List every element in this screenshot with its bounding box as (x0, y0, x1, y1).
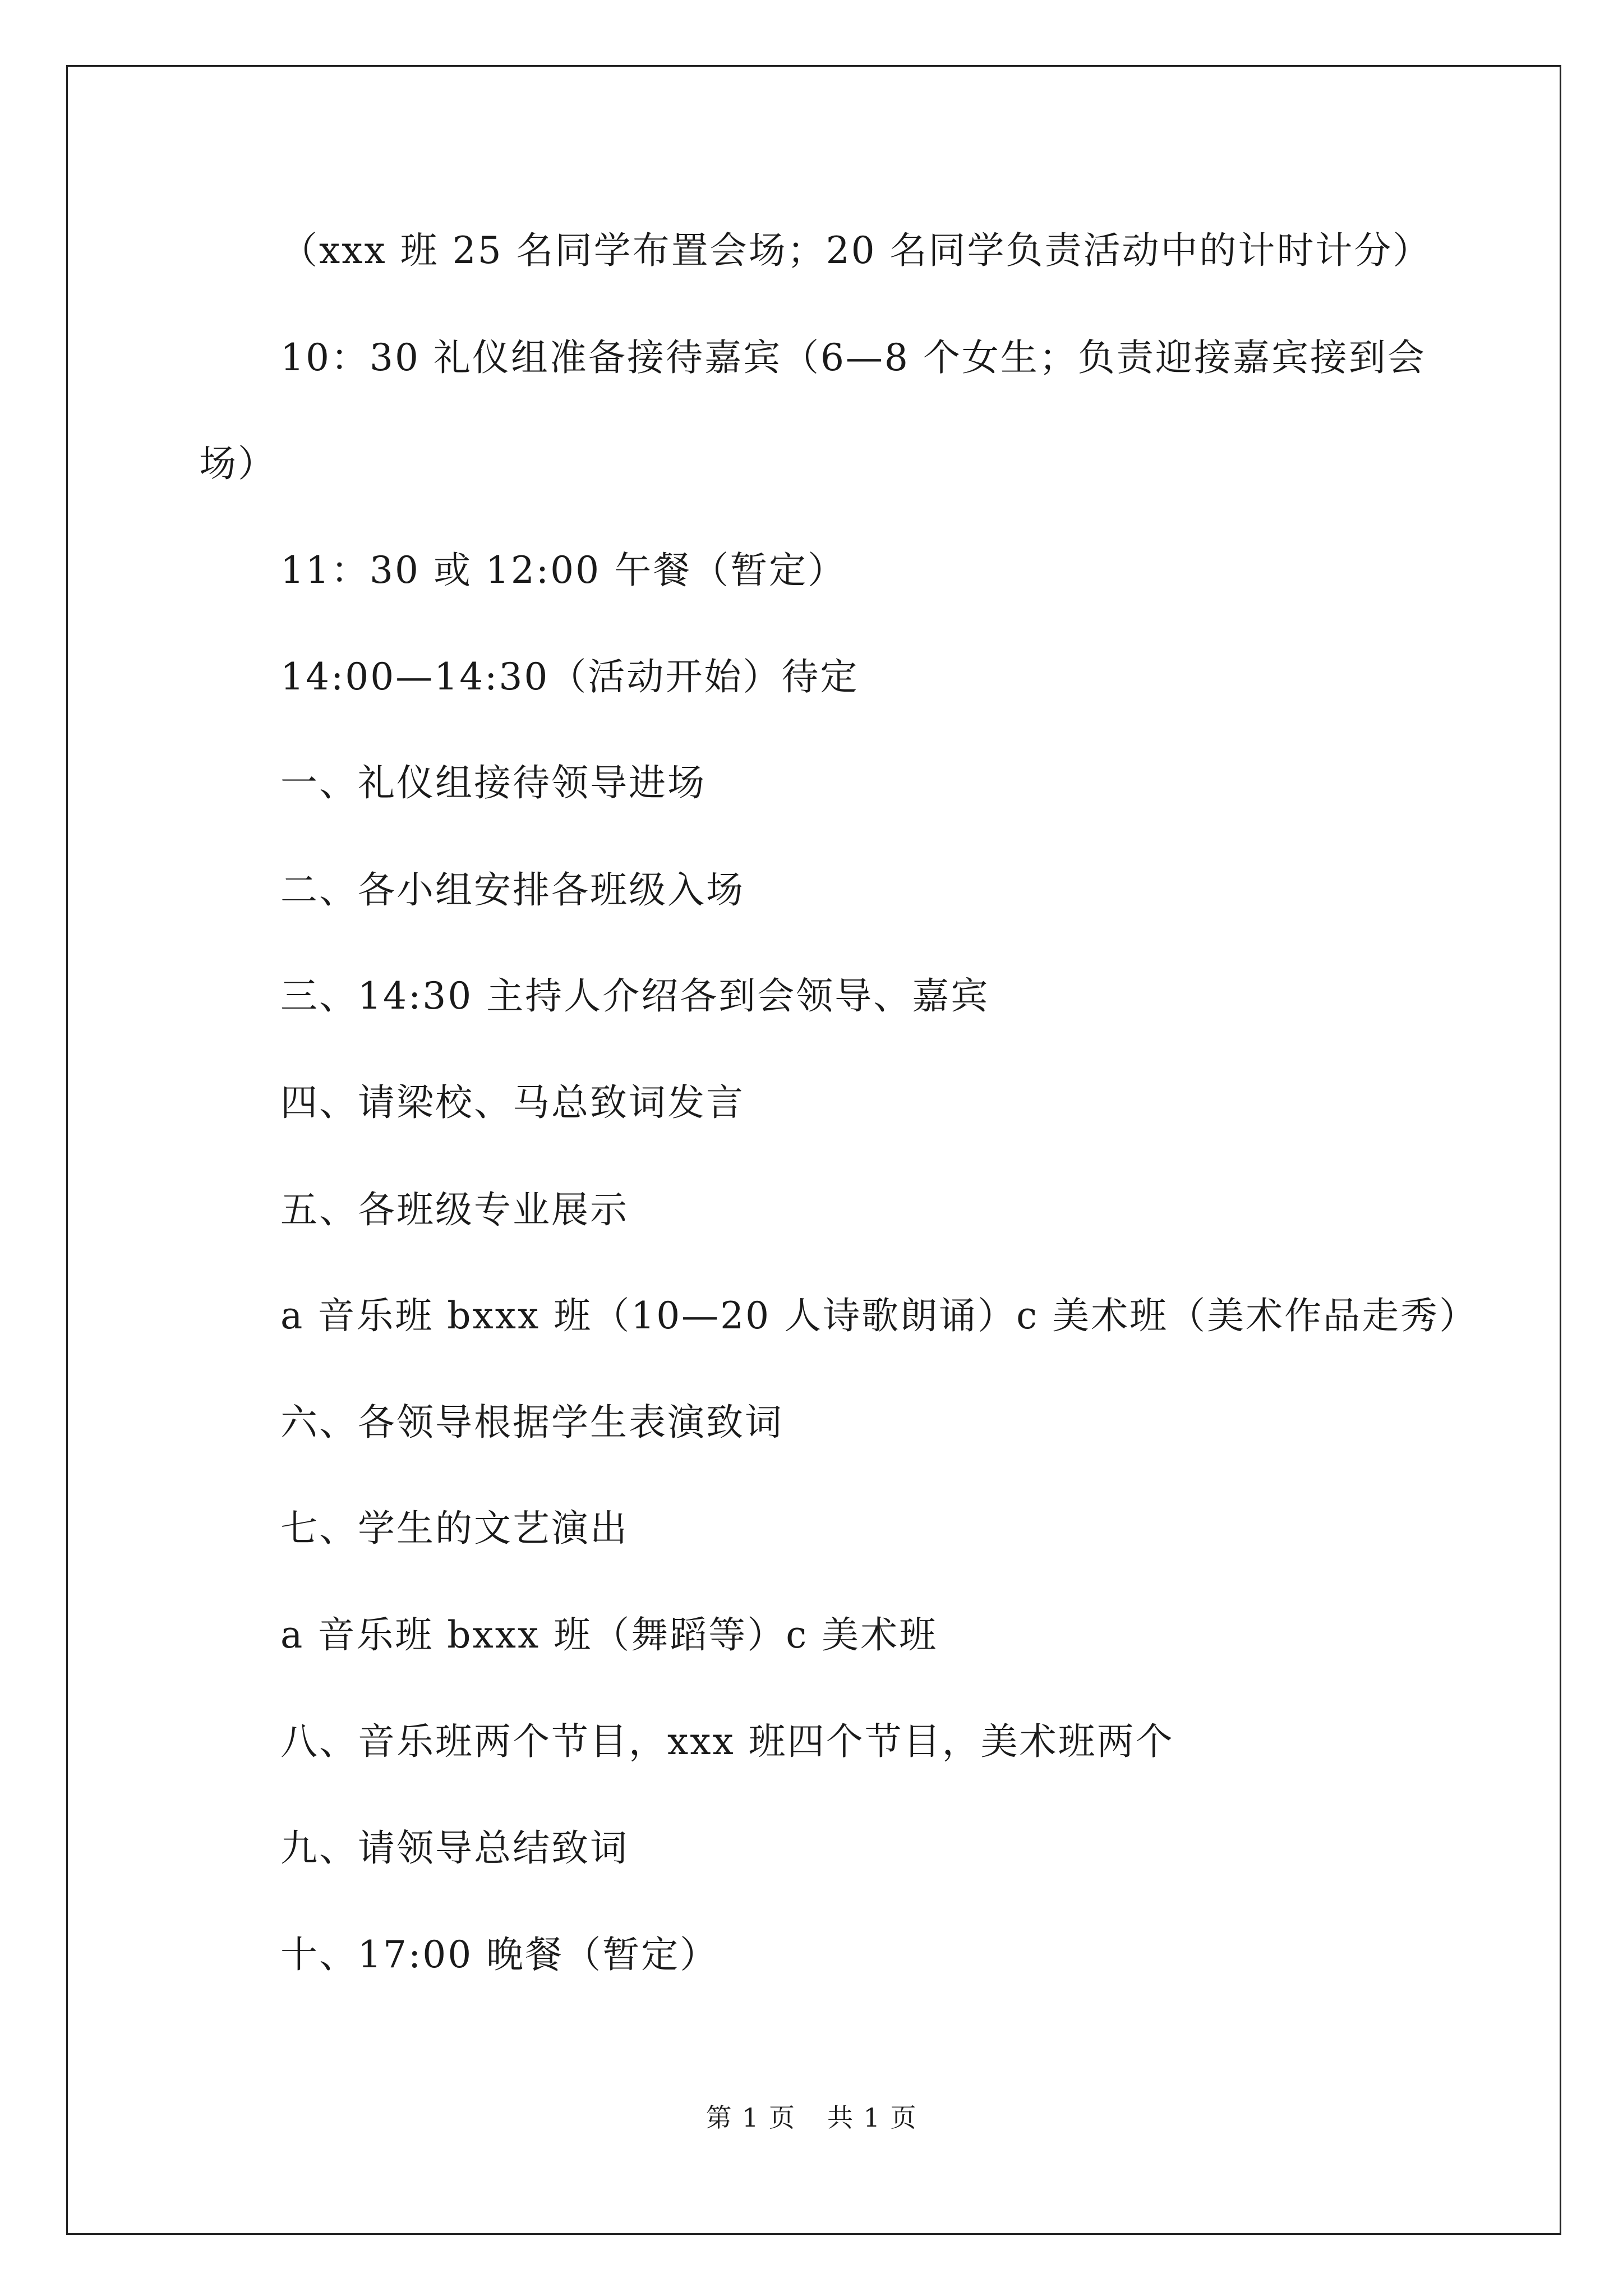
agenda-item-4: 四、请梁校、马总致词发言 (280, 1081, 745, 1124)
agenda-item-3: 三、14:30 主持人介绍各到会领导、嘉宾 (280, 974, 990, 1018)
agenda-item-7: 七、学生的文艺演出 (280, 1507, 629, 1550)
schedule-line-lunch: 11：30 或 12:00 午餐（暂定） (280, 549, 847, 592)
page-number: 第 1 页 (706, 2102, 796, 2133)
agenda-item-2: 二、各小组安排各班级入场 (280, 868, 745, 912)
schedule-line-start: 14:00—14:30（活动开始）待定 (280, 655, 859, 698)
agenda-item-6: 六、各领导根据学生表演致词 (280, 1401, 783, 1444)
agenda-item-5: 五、各班级专业展示 (280, 1188, 629, 1231)
page-footer (0, 2101, 1623, 2134)
agenda-item-8: 八、音乐班两个节目，xxx 班四个节目，美术班两个 (280, 1720, 1174, 1763)
schedule-line-setup: （xxx 班 25 名同学布置会场；20 名同学负责活动中的计时计分） (280, 229, 1432, 272)
agenda-item-10: 十、17:00 晚餐（暂定） (280, 1933, 719, 1976)
page-total: 共 1 页 (827, 2102, 917, 2133)
agenda-item-7-detail: a 音乐班 bxxx 班（舞蹈等）c 美术班 (280, 1613, 938, 1657)
schedule-line-etiquette-cont: 场） (199, 442, 276, 485)
agenda-item-1: 一、礼仪组接待领导进场 (280, 761, 706, 804)
agenda-item-9: 九、请领导总结致词 (280, 1826, 629, 1870)
page-border (66, 65, 1561, 2235)
schedule-line-etiquette: 10：30 礼仪组准备接待嘉宾（6—8 个女生；负责迎接嘉宾接到会 (280, 336, 1426, 379)
agenda-item-5-detail: a 音乐班 bxxx 班（10—20 人诗歌朗诵）c 美术班（美术作品走秀） (280, 1294, 1478, 1337)
